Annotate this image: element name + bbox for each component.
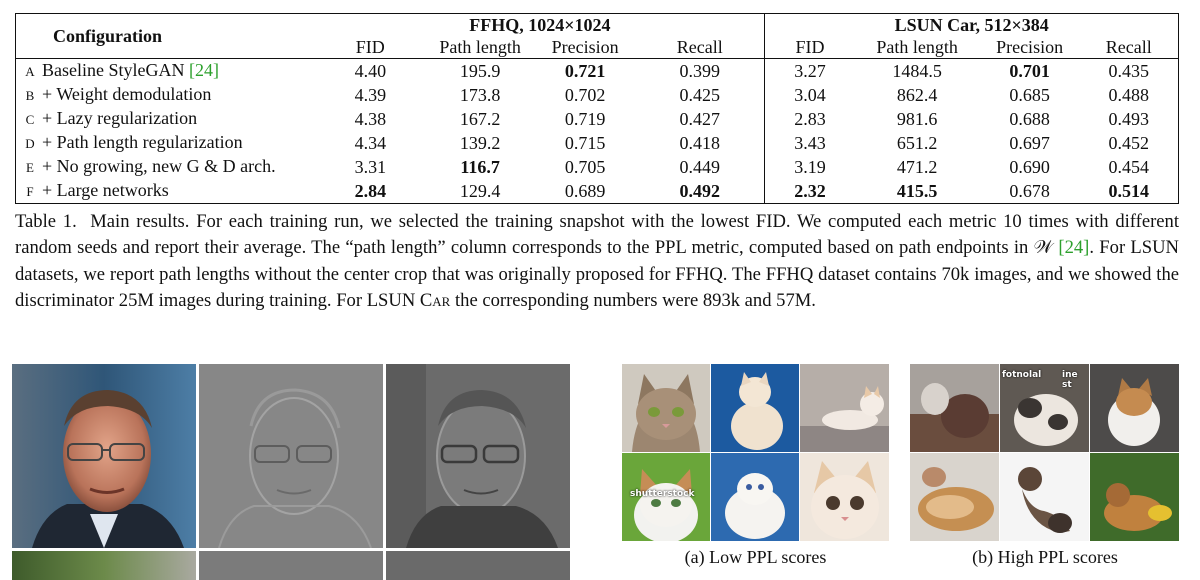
figure-caption-high-ppl: (b) High PPL scores — [972, 547, 1118, 567]
ffhq-metric-cell: 2.84 — [315, 179, 425, 204]
cat-image-low-2 — [711, 364, 799, 452]
fotnolal-watermark: fotnolal — [1002, 370, 1042, 380]
face-photo-difference-1 — [199, 364, 383, 548]
ffhq-metric-cell: 139.2 — [459, 133, 501, 153]
results-table — [15, 13, 1179, 204]
config-name: + Large networks — [42, 180, 169, 200]
ffhq-metric-cell: 4.34 — [354, 133, 387, 153]
caption-text-3: the corresponding numbers were 893k and 57M. — [450, 290, 816, 312]
ffhq-metric-cell: 0.399 — [635, 59, 765, 84]
caption-text-2: . For LSUN datasets, we report path lengths without the center crop that was originally proposed for FFHQ. The FFHQ dataset contains 70k images, and we showed the discriminator 25M images during training. For — [15, 237, 1179, 312]
figure-caption-low-ppl: (a) Low PPL scores — [684, 547, 827, 567]
metric-header: Path length — [439, 37, 521, 57]
ffhq-metric-cell: 0.689 — [535, 179, 635, 204]
table-row — [16, 107, 1179, 131]
table-caption — [15, 209, 1179, 315]
metric-header: Recall — [635, 36, 765, 59]
table-row — [16, 179, 1179, 204]
ffhq-metric-cell: 4.38 — [354, 109, 387, 129]
config-name-cell — [16, 59, 316, 84]
face-photo-difference-2 — [386, 364, 570, 548]
ffhq-metric-cell: 0.715 — [564, 133, 606, 153]
lsun-metric-cell: 651.2 — [896, 133, 938, 153]
config-name: + Weight demodulation — [42, 84, 212, 104]
lsun-car-smallcaps: LSUN Car — [366, 290, 451, 312]
cat-image-low-1 — [622, 364, 710, 452]
lsun-metric-cell: 3.04 — [794, 85, 826, 105]
ffhq-metric-cell: 129.4 — [425, 179, 535, 204]
ffhq-metric-cell: 0.719 — [564, 109, 606, 129]
config-name-cell — [16, 155, 316, 179]
lsun-group-header: LSUN Car, 512×384 — [765, 14, 1179, 37]
lsun-metric-cell: 0.488 — [1080, 83, 1179, 107]
table-row — [16, 131, 1179, 155]
lsun-metric-cell: 471.2 — [896, 157, 938, 177]
lsun-metric-cell: 0.435 — [1080, 59, 1179, 84]
ffhq-metric-cell: 173.8 — [459, 85, 501, 105]
citation-link[interactable]: [24] — [188, 60, 219, 80]
w-symbol: 𝒲 — [1033, 237, 1054, 259]
table-row — [16, 59, 1179, 84]
metric-header: Path length — [876, 37, 958, 57]
ffhq-metric-cell: 195.9 — [425, 59, 535, 84]
row-letter: B — [25, 88, 35, 103]
cat-image-low-6 — [800, 453, 889, 541]
lsun-metric-cell: 1484.5 — [855, 59, 980, 84]
table-body — [16, 59, 1179, 204]
metric-header: Recall — [1080, 36, 1179, 59]
lsun-metric-cell: 0.452 — [1080, 131, 1179, 155]
caption-text-1: Main results. For each training run, we selected the training snapshot with the lowest FID. We computed each metric 10 times with different random seeds and report their average. The “path length” column corresponds to the PPL metric, computed based on path endpoints in — [15, 211, 1180, 259]
lsun-metric-cell: 0.701 — [980, 59, 1080, 84]
table-row — [16, 155, 1179, 179]
config-name: + No growing, new G & D arch. — [42, 156, 276, 176]
cat-image-high-4 — [910, 453, 999, 541]
lsun-metric-cell: 3.43 — [794, 133, 826, 153]
config-name-cell — [16, 83, 316, 107]
shutterstock-watermark: shutterstock — [630, 489, 695, 499]
config-name: + Lazy regularization — [42, 108, 198, 128]
metric-header: Precision — [996, 37, 1064, 57]
row-letter: A — [25, 64, 35, 79]
cat-image-low-5 — [711, 453, 799, 541]
config-name-cell — [16, 131, 316, 155]
config-name: Baseline StyleGAN — [42, 60, 189, 80]
lsun-metric-cell: 2.32 — [765, 179, 855, 204]
config-header: Configuration — [16, 14, 316, 59]
ffhq-metric-cell: 0.702 — [564, 85, 606, 105]
row-letter: C — [25, 112, 35, 127]
config-name-cell — [16, 179, 316, 204]
lsun-metric-cell: 2.83 — [794, 109, 826, 129]
cat-image-low-3 — [800, 364, 889, 452]
cat-image-low-4 — [622, 453, 710, 541]
ffhq-metric-cell: 0.705 — [564, 157, 606, 177]
ffhq-metric-cell: 0.721 — [535, 59, 635, 84]
citation-link[interactable]: [24] — [1058, 237, 1090, 259]
lsun-metric-cell: 0.454 — [1080, 155, 1179, 179]
lsun-metric-cell: 415.5 — [855, 179, 980, 204]
house-photo-original — [12, 551, 196, 580]
metric-header: FID — [795, 37, 825, 57]
lsun-metric-cell: 0.678 — [980, 179, 1080, 204]
house-photo-difference-1 — [199, 551, 383, 580]
ffhq-metric-cell: 0.449 — [635, 155, 765, 179]
lsun-metric-cell: 3.19 — [794, 157, 826, 177]
lsun-metric-cell: 0.697 — [1009, 133, 1050, 153]
lsun-metric-cell: 981.6 — [896, 109, 938, 129]
face-photo-original — [12, 364, 196, 548]
cat-image-high-2 — [1000, 364, 1089, 452]
metric-header: Precision — [551, 37, 619, 57]
row-letter: D — [25, 136, 35, 151]
metric-header: FID — [355, 37, 385, 57]
lsun-metric-cell: 0.493 — [1080, 107, 1179, 131]
ffhq-metric-cell: 0.425 — [635, 83, 765, 107]
lsun-metric-cell: 0.690 — [1009, 157, 1050, 177]
lsun-metric-cell: 862.4 — [896, 85, 938, 105]
ffhq-group-header: FFHQ, 1024×1024 — [315, 14, 764, 37]
lsun-metric-cell: 0.688 — [1009, 109, 1050, 129]
table-row — [16, 83, 1179, 107]
caption-label: Table 1. — [15, 211, 77, 232]
cat-image-high-5 — [1000, 453, 1089, 541]
config-name-cell — [16, 107, 316, 131]
lsun-metric-cell: 0.685 — [1009, 85, 1050, 105]
ffhq-metric-cell: 0.418 — [635, 131, 765, 155]
ffhq-metric-cell: 4.40 — [315, 59, 425, 84]
ffhq-metric-cell: 167.2 — [459, 109, 501, 129]
ffhq-metric-cell: 116.7 — [460, 157, 500, 177]
row-letter: E — [26, 160, 34, 175]
ffhq-metric-cell: 4.39 — [354, 85, 387, 105]
ffhq-metric-cell: 0.427 — [635, 107, 765, 131]
cat-image-high-1 — [910, 364, 999, 452]
ffhq-metric-cell: 0.492 — [635, 179, 765, 204]
lsun-metric-cell: 0.514 — [1080, 179, 1179, 204]
ine-st-watermark: ine st — [1062, 370, 1078, 390]
lsun-metric-cell: 3.27 — [765, 59, 855, 84]
house-photo-difference-2 — [386, 551, 570, 580]
cat-image-high-6 — [1090, 453, 1179, 541]
config-name: + Path length regularization — [42, 132, 243, 152]
row-letter: F — [26, 184, 34, 199]
cat-image-high-3 — [1090, 364, 1179, 452]
ffhq-metric-cell: 3.31 — [354, 157, 387, 177]
